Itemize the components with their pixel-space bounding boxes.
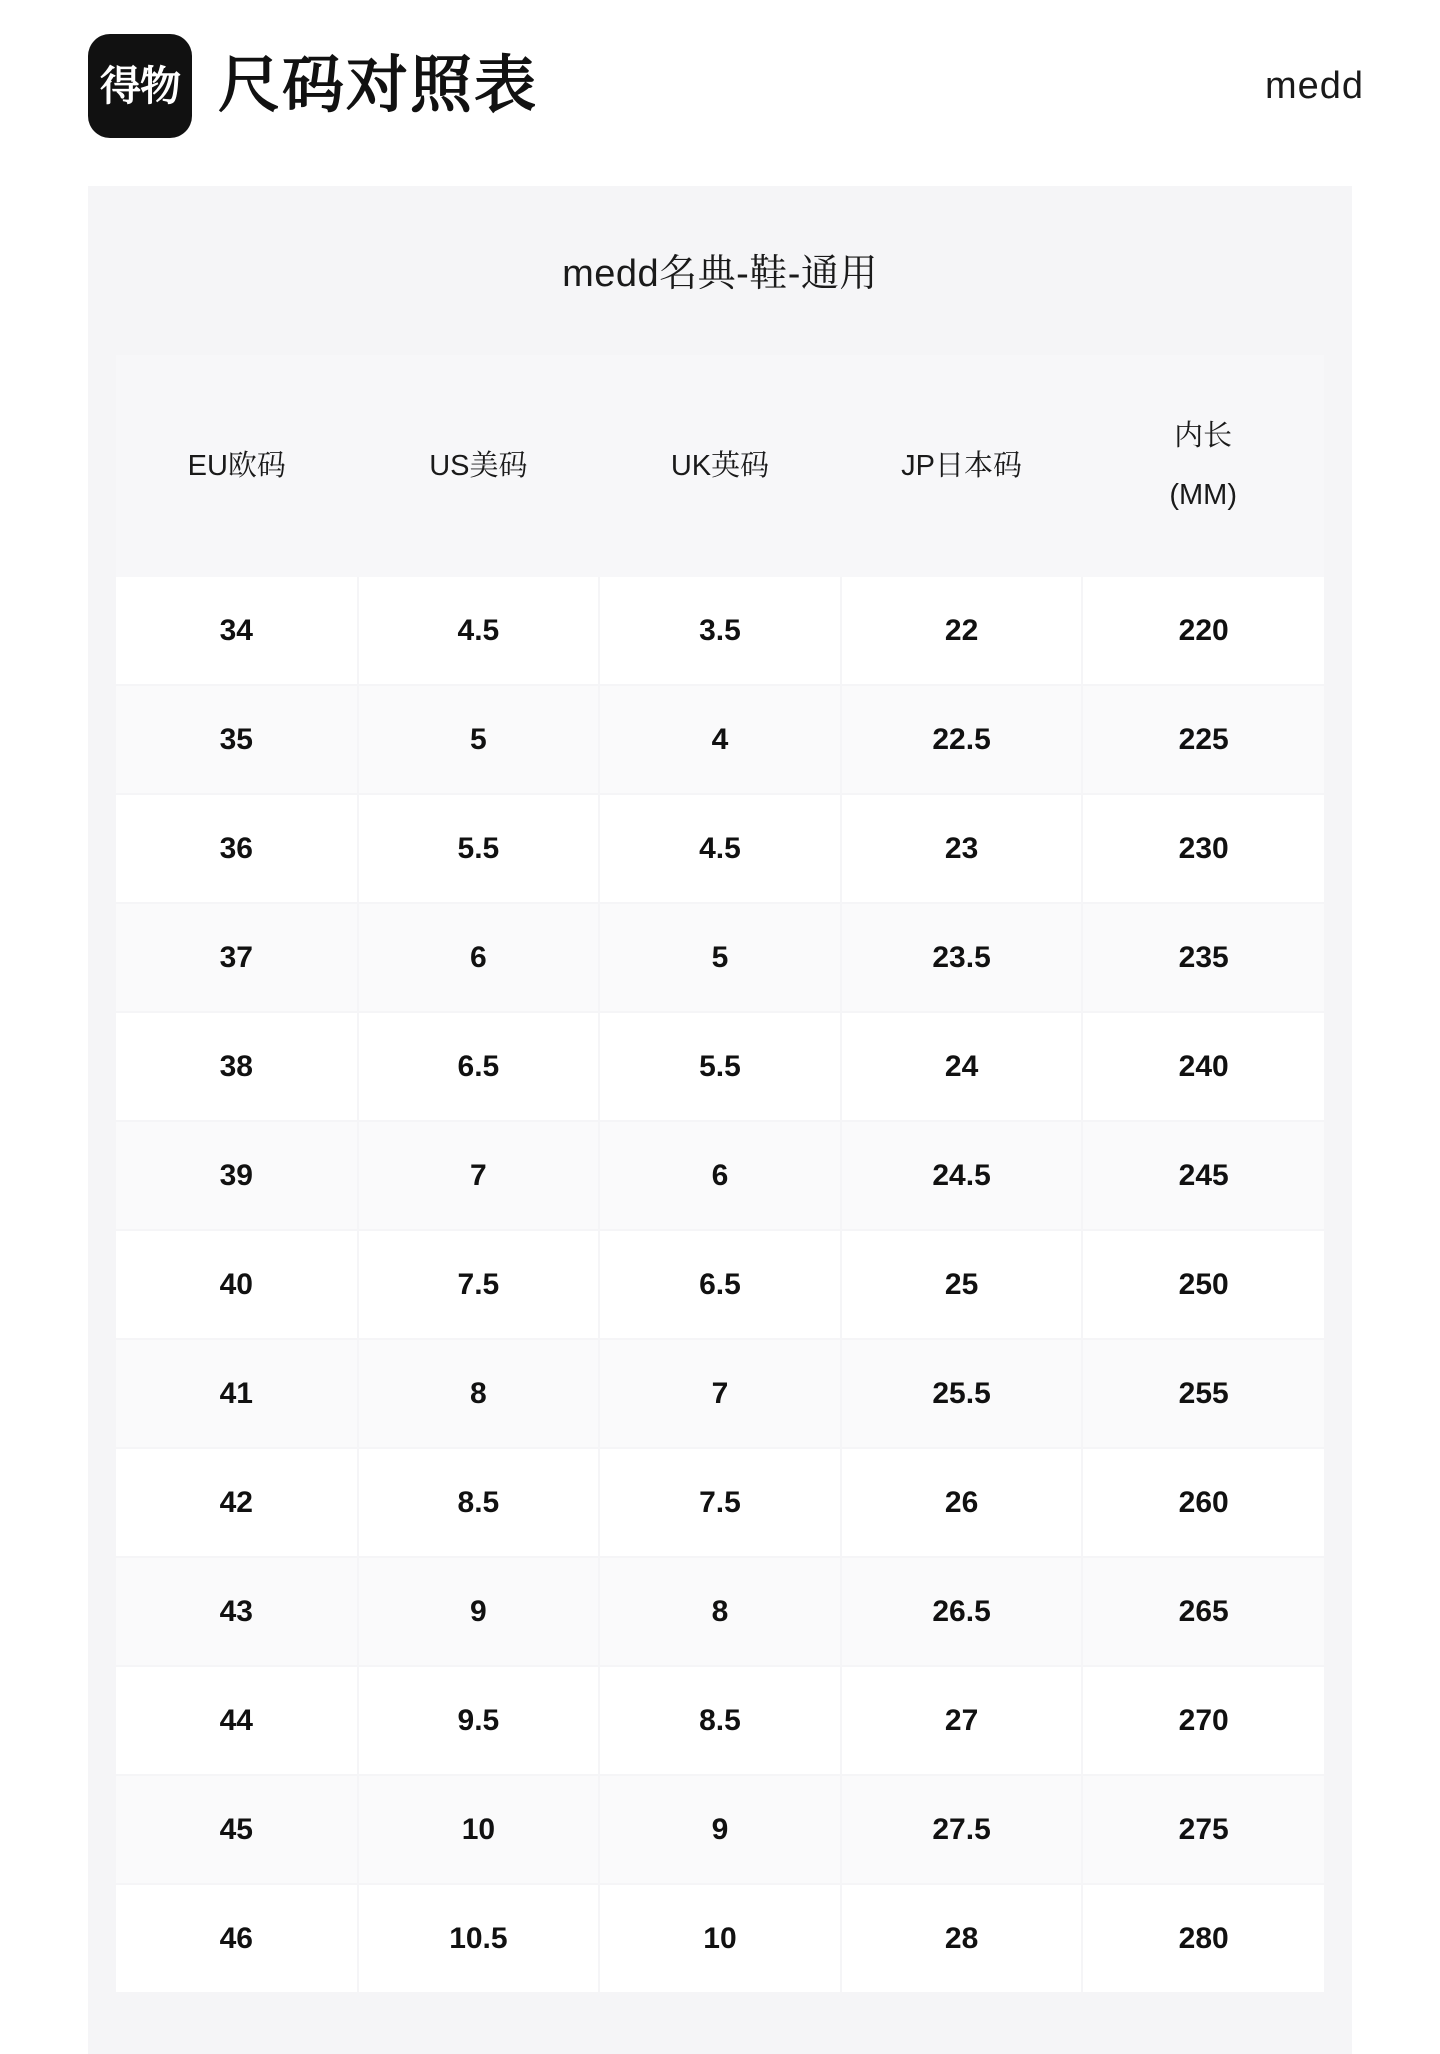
table-row bbox=[116, 1121, 1324, 1230]
table-row bbox=[116, 1557, 1324, 1666]
cell-insole: 220 bbox=[1082, 577, 1324, 685]
column-header-eu-label: EU欧码 bbox=[187, 449, 286, 482]
dewu-logo-icon bbox=[88, 34, 192, 138]
cell-insole: 250 bbox=[1082, 1230, 1324, 1339]
cell-eu: 34 bbox=[116, 577, 358, 685]
column-header-jp-label: JP日本码 bbox=[901, 449, 1022, 482]
cell-eu: 46 bbox=[116, 1884, 358, 1992]
cell-eu: 39 bbox=[116, 1121, 358, 1230]
column-header-uk-label: UK英码 bbox=[670, 449, 770, 482]
cell-jp: 26 bbox=[841, 1448, 1083, 1557]
table-row bbox=[116, 1666, 1324, 1775]
cell-jp: 24 bbox=[841, 1012, 1083, 1121]
table-header-row bbox=[116, 355, 1324, 577]
table-row bbox=[116, 1230, 1324, 1339]
header-left-group bbox=[88, 34, 538, 138]
page-title: 尺码对照表 bbox=[218, 51, 539, 120]
cell-uk: 7 bbox=[599, 1339, 841, 1448]
cell-jp: 25 bbox=[841, 1230, 1083, 1339]
cell-insole: 260 bbox=[1082, 1448, 1324, 1557]
cell-jp: 27.5 bbox=[841, 1775, 1083, 1884]
cell-eu: 37 bbox=[116, 903, 358, 1012]
table-row bbox=[116, 1012, 1324, 1121]
cell-uk: 5 bbox=[599, 903, 841, 1012]
column-header-insole-length bbox=[1082, 355, 1324, 577]
cell-insole: 225 bbox=[1082, 685, 1324, 794]
table-row bbox=[116, 1339, 1324, 1448]
cell-us: 10 bbox=[358, 1775, 600, 1884]
cell-jp: 27 bbox=[841, 1666, 1083, 1775]
cell-jp: 23.5 bbox=[841, 903, 1083, 1012]
column-header-insole-unit: (MM) bbox=[1169, 479, 1237, 511]
cell-insole: 270 bbox=[1082, 1666, 1324, 1775]
column-header-uk bbox=[599, 355, 841, 577]
cell-us: 7 bbox=[358, 1121, 600, 1230]
cell-uk: 10 bbox=[599, 1884, 841, 1992]
cell-insole: 265 bbox=[1082, 1557, 1324, 1666]
size-conversion-table bbox=[116, 355, 1324, 1992]
cell-us: 9.5 bbox=[358, 1666, 600, 1775]
card-title: medd名典-鞋-通用 bbox=[562, 253, 878, 295]
cell-jp: 23 bbox=[841, 794, 1083, 903]
cell-us: 10.5 bbox=[358, 1884, 600, 1992]
cell-jp: 28 bbox=[841, 1884, 1083, 1992]
cell-uk: 7.5 bbox=[599, 1448, 841, 1557]
cell-us: 5.5 bbox=[358, 794, 600, 903]
page-header bbox=[0, 0, 1440, 148]
cell-jp: 25.5 bbox=[841, 1339, 1083, 1448]
cell-jp: 22.5 bbox=[841, 685, 1083, 794]
cell-insole: 255 bbox=[1082, 1339, 1324, 1448]
column-header-insole-label: 内长 bbox=[1174, 420, 1233, 453]
cell-uk: 8.5 bbox=[599, 1666, 841, 1775]
cell-uk: 3.5 bbox=[599, 577, 841, 685]
table-row bbox=[116, 685, 1324, 794]
cell-uk: 5.5 bbox=[599, 1012, 841, 1121]
column-header-us bbox=[358, 355, 600, 577]
brand-wordmark: medd bbox=[1264, 64, 1364, 107]
cell-eu: 45 bbox=[116, 1775, 358, 1884]
table-body bbox=[116, 577, 1324, 1992]
cell-eu: 43 bbox=[116, 1557, 358, 1666]
cell-eu: 40 bbox=[116, 1230, 358, 1339]
table-row bbox=[116, 577, 1324, 685]
cell-insole: 230 bbox=[1082, 794, 1324, 903]
cell-us: 7.5 bbox=[358, 1230, 600, 1339]
cell-us: 8.5 bbox=[358, 1448, 600, 1557]
cell-us: 5 bbox=[358, 685, 600, 794]
table-row bbox=[116, 794, 1324, 903]
table-row bbox=[116, 1775, 1324, 1884]
cell-insole: 245 bbox=[1082, 1121, 1324, 1230]
cell-uk: 6 bbox=[599, 1121, 841, 1230]
cell-uk: 4 bbox=[599, 685, 841, 794]
column-header-us-label: US美码 bbox=[429, 449, 528, 482]
cell-eu: 35 bbox=[116, 685, 358, 794]
cell-uk: 6.5 bbox=[599, 1230, 841, 1339]
table-row bbox=[116, 903, 1324, 1012]
cell-uk: 8 bbox=[599, 1557, 841, 1666]
column-header-eu bbox=[116, 355, 358, 577]
cell-insole: 240 bbox=[1082, 1012, 1324, 1121]
cell-insole: 275 bbox=[1082, 1775, 1324, 1884]
cell-jp: 26.5 bbox=[841, 1557, 1083, 1666]
column-header-jp bbox=[841, 355, 1083, 577]
table-header bbox=[116, 355, 1324, 577]
logo-text: 得物 bbox=[100, 62, 180, 109]
cell-jp: 22 bbox=[841, 577, 1083, 685]
cell-uk: 9 bbox=[599, 1775, 841, 1884]
cell-eu: 38 bbox=[116, 1012, 358, 1121]
cell-us: 9 bbox=[358, 1557, 600, 1666]
table-row bbox=[116, 1884, 1324, 1992]
cell-us: 6 bbox=[358, 903, 600, 1012]
cell-insole: 280 bbox=[1082, 1884, 1324, 1992]
cell-eu: 41 bbox=[116, 1339, 358, 1448]
cell-us: 6.5 bbox=[358, 1012, 600, 1121]
table-row bbox=[116, 1448, 1324, 1557]
size-chart-card bbox=[88, 186, 1352, 2054]
cell-eu: 44 bbox=[116, 1666, 358, 1775]
cell-eu: 42 bbox=[116, 1448, 358, 1557]
cell-eu: 36 bbox=[116, 794, 358, 903]
cell-us: 8 bbox=[358, 1339, 600, 1448]
cell-uk: 4.5 bbox=[599, 794, 841, 903]
cell-jp: 24.5 bbox=[841, 1121, 1083, 1230]
cell-insole: 235 bbox=[1082, 903, 1324, 1012]
cell-us: 4.5 bbox=[358, 577, 600, 685]
